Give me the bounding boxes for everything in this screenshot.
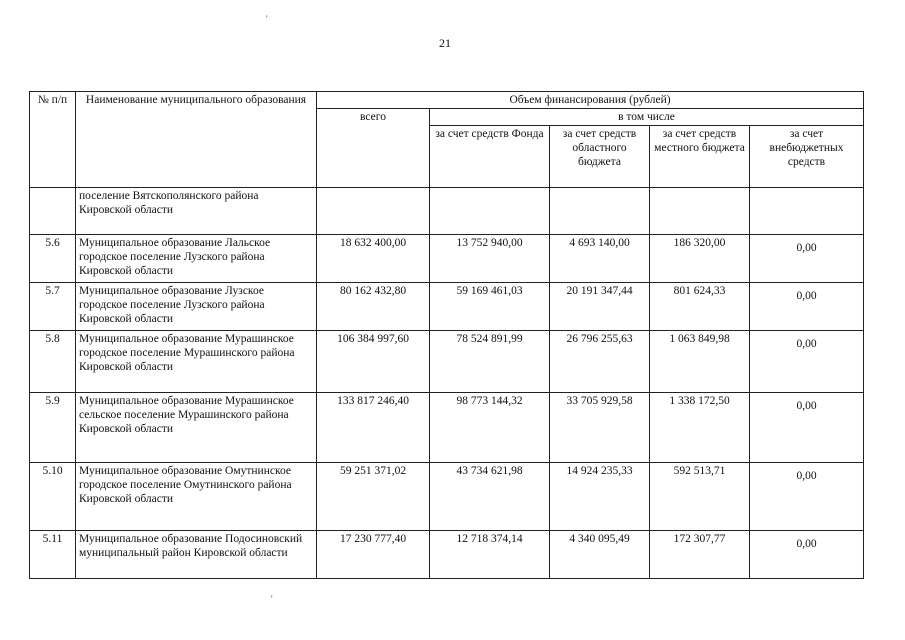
table-row (30, 531, 864, 579)
row-local (650, 188, 750, 235)
row-total: 80 162 432,80 (317, 283, 430, 331)
row-total: 133 817 246,40 (317, 393, 430, 463)
row-total: 18 632 400,00 (317, 235, 430, 283)
header-col-funding: Объем финансирования (рублей) (317, 92, 864, 109)
table-row (30, 463, 864, 531)
row-regional: 26 796 255,63 (550, 331, 650, 393)
row-regional: 14 924 235,33 (550, 463, 650, 531)
row-num: 5.8 (30, 331, 76, 393)
header-col-total: всего (317, 109, 430, 188)
row-name: Муниципальное образование Лальское городское поселение Лузского района Кировской области (76, 235, 317, 283)
row-num: 5.10 (30, 463, 76, 531)
row-name: Муниципальное образование Лузское городское поселение Лузского района Кировской области (76, 283, 317, 331)
table-row (30, 188, 864, 235)
row-extra: 0,00 (750, 463, 864, 531)
header-col-local: за счет средств местного бюджета (650, 126, 750, 188)
row-name: поселение Вятскополянского района Кировской области (76, 188, 317, 235)
row-extra: 0,00 (750, 331, 864, 393)
row-fund: 43 734 621,98 (430, 463, 550, 531)
row-fund: 12 718 374,14 (430, 531, 550, 579)
scan-mark: ' (271, 594, 273, 604)
row-regional: 33 705 929,58 (550, 393, 650, 463)
row-fund: 13 752 940,00 (430, 235, 550, 283)
row-num: 5.9 (30, 393, 76, 463)
row-regional (550, 188, 650, 235)
table-row (30, 283, 864, 331)
page-number: 21 (439, 36, 451, 50)
table-row (30, 393, 864, 463)
row-name: Муниципальное образование Подосиновский муниципальный район Кировской области (76, 531, 317, 579)
row-fund: 78 524 891,99 (430, 331, 550, 393)
row-total: 106 384 997,60 (317, 331, 430, 393)
scan-mark: ' (266, 14, 268, 24)
row-num (30, 188, 76, 235)
row-local: 1 063 849,98 (650, 331, 750, 393)
header-col-extra: за счет внебюджетных средств (750, 126, 864, 188)
row-regional: 20 191 347,44 (550, 283, 650, 331)
header-col-num: № п/п (30, 92, 76, 188)
row-num: 5.7 (30, 283, 76, 331)
row-total: 59 251 371,02 (317, 463, 430, 531)
row-fund: 98 773 144,32 (430, 393, 550, 463)
table-row (30, 235, 864, 283)
row-name: Муниципальное образование Мурашинское городское поселение Мурашинского района Кировской области (76, 331, 317, 393)
row-total (317, 188, 430, 235)
row-total: 17 230 777,40 (317, 531, 430, 579)
header-col-fund: за счет средств Фонда (430, 126, 550, 188)
row-num: 5.11 (30, 531, 76, 579)
table-row (30, 331, 864, 393)
row-fund (430, 188, 550, 235)
row-fund: 59 169 461,03 (430, 283, 550, 331)
row-extra: 0,00 (750, 235, 864, 283)
funding-table (29, 91, 864, 579)
row-local: 592 513,71 (650, 463, 750, 531)
row-local: 172 307,77 (650, 531, 750, 579)
row-local: 1 338 172,50 (650, 393, 750, 463)
row-extra: 0,00 (750, 283, 864, 331)
row-extra: 0,00 (750, 393, 864, 463)
row-name: Муниципальное образование Омутнинское городское поселение Омутнинского района Кировской области (76, 463, 317, 531)
row-num: 5.6 (30, 235, 76, 283)
row-local: 801 624,33 (650, 283, 750, 331)
row-extra: 0,00 (750, 531, 864, 579)
row-local: 186 320,00 (650, 235, 750, 283)
row-extra (750, 188, 864, 235)
row-name: Муниципальное образование Мурашинское сельское поселение Мурашинского района Кировской области (76, 393, 317, 463)
row-regional: 4 340 095,49 (550, 531, 650, 579)
row-regional: 4 693 140,00 (550, 235, 650, 283)
header-col-regional: за счет средств областного бюджета (550, 126, 650, 188)
header-col-including: в том числе (430, 109, 864, 126)
header-col-name: Наименование муниципального образования (76, 92, 317, 188)
